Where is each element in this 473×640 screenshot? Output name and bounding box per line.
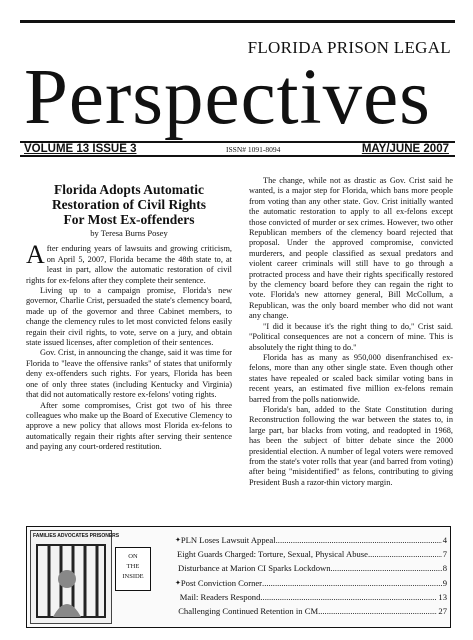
- issn: ISSN# 1091-8094: [226, 145, 281, 154]
- toc-item[interactable]: [175, 561, 447, 575]
- article-paragraph: Living up to a campaign promise, Florida's new governor, Charlie Crist, persuaded the state's clemency board, made up of the governor and three Cabinet members, to change the clemency rules to let most convicted felons easily regain their civil rights, to vote, serve on a jury, and obtain state issued licenses, after completion of their sentences.: [26, 286, 232, 348]
- toc-page: 4: [442, 535, 447, 545]
- toc-title: Disturbance at Marion CI Sparks Lockdown: [177, 563, 331, 574]
- star-icon: ✦: [175, 536, 181, 544]
- masthead-title: Perspectives: [24, 54, 431, 141]
- volume-issue: VOLUME 13 ISSUE 3: [24, 143, 137, 155]
- article-right-column: [249, 176, 453, 488]
- organization-logo: [30, 530, 120, 624]
- headline-line: Restoration of Civil Rights: [51, 197, 207, 212]
- headline-line: For Most Ex-offenders: [63, 212, 195, 227]
- issue-bar: [20, 141, 455, 157]
- toc-item[interactable]: [175, 576, 447, 590]
- toc-leader: [368, 547, 442, 561]
- toc-title: Eight Guards Charged: Torture, Sexual, Physical Abuse: [176, 549, 368, 560]
- toc-leader: [260, 590, 437, 604]
- masthead-subtitle: FLORIDA PRISON LEGAL: [247, 38, 451, 57]
- headline-line: Florida Adopts Automatic: [53, 182, 204, 197]
- toc-item[interactable]: [175, 533, 447, 547]
- article-paragraph: Florida has as many as 950,000 disenfranchised ex-felons, more than any other single state. Even though other states have repealed or scaled back similar voting bans in recent years, an estimated five million ex-felons remain barred from the polls nationwide.: [249, 352, 453, 404]
- toc-title: PLN Loses Lawsuit Appeal: [180, 535, 276, 545]
- toc-item[interactable]: [175, 547, 447, 561]
- on-the-inside-box: [26, 526, 451, 628]
- article-paragraph: "I did it because it's the right thing to do," Crist said. "Political consequences are not a concern of mine. This is absolutely the right thing to do.": [249, 321, 453, 352]
- table-of-contents: [175, 533, 447, 618]
- toc-leader: [331, 561, 442, 575]
- toc-page: 13: [438, 591, 447, 602]
- toc-title: Challenging Continued Retention in CM: [178, 606, 319, 617]
- toc-leader: [318, 604, 437, 618]
- toc-title: Mail: Readers Respond: [179, 591, 261, 602]
- article-byline: by Teresa Burns Posey: [90, 228, 168, 238]
- label-line: ON: [128, 553, 138, 560]
- paragraph-text: fter enduring years of lawsuits and growing criticism, on April 5, 2007, Florida became the 48th state to, at least in part, allow the automatic restoration of civil rights for ex-felons after they complete their sentence.: [26, 244, 232, 285]
- star-icon: ✦: [175, 578, 181, 587]
- masthead-rule: [20, 20, 455, 23]
- on-the-inside-label: [115, 547, 151, 591]
- toc-item[interactable]: [175, 590, 447, 604]
- article-paragraph: Florida's ban, added to the State Constitution during Reconstruction following the war between the states to, in large part, bar blacks from voting, and readopted in 1968, has been the subject of bitter debate since the 2000 presidential election. A number of legal voters were removed from the state's voter rolls that year (and barred from voting) after being "misidentified" as felons, contributing to giving President Bush a razor-thin victory margin.: [249, 404, 453, 487]
- toc-title: Post Conviction Corner: [180, 577, 263, 588]
- label-line: THE: [126, 563, 140, 570]
- prison-bars-icon: [31, 531, 111, 623]
- toc-page: 8: [442, 563, 447, 574]
- article-paragraph: After some compromises, Crist got two of his three colleagues who make up the Board of Executive Clemency to approve a new policy that allows most Florida ex-felons to automatically regain their rights after serving their sentence and paying any court-ordered restitution.: [26, 400, 232, 452]
- article-paragraph: The change, while not as drastic as Gov. Crist said he wanted, is a major step for Florida, which bans more people from voting than any other state. Gov. Crist initially wanted the automatic restoration to apply to all ex-felons except those convicted of murder or sex crimes. However, two other Republican members of the clemency board rejected that proposal. Under the approved compromise, convicted murderers, and people classified as sexual predators and violent career criminals will still have to go through a protracted process and have their rights specifically restored by the clemency board before they can regain the right to vote. Florida's new attorney general, Bill McCollum, a Republican, was the only board member who did not want any change.: [249, 176, 453, 321]
- toc-page: 7: [442, 549, 447, 560]
- label-line: INSIDE: [122, 573, 144, 580]
- toc-leader: [262, 576, 442, 590]
- toc-leader: [276, 533, 442, 547]
- article-paragraph: Gov. Crist, in announcing the change, said it was time for Florida to "leave the offensive ranks" of states that uniformly deny ex-offenders such rights. For years, Florida has been one of only three states (including Kentucky and Virginia) that did not automatically restore ex-felons' voting rights.: [26, 348, 232, 400]
- toc-item[interactable]: [175, 604, 447, 618]
- article-headline: [26, 182, 232, 227]
- toc-page: 9: [442, 577, 447, 588]
- toc-page: 27: [438, 606, 447, 617]
- dropcap: A: [26, 240, 45, 270]
- article-left-column: [26, 176, 232, 453]
- logo-text: FAMILIES ADVOCATES PRISONERS: [33, 533, 120, 539]
- issue-date: MAY/JUNE 2007: [361, 143, 449, 155]
- article-paragraph: [26, 240, 232, 286]
